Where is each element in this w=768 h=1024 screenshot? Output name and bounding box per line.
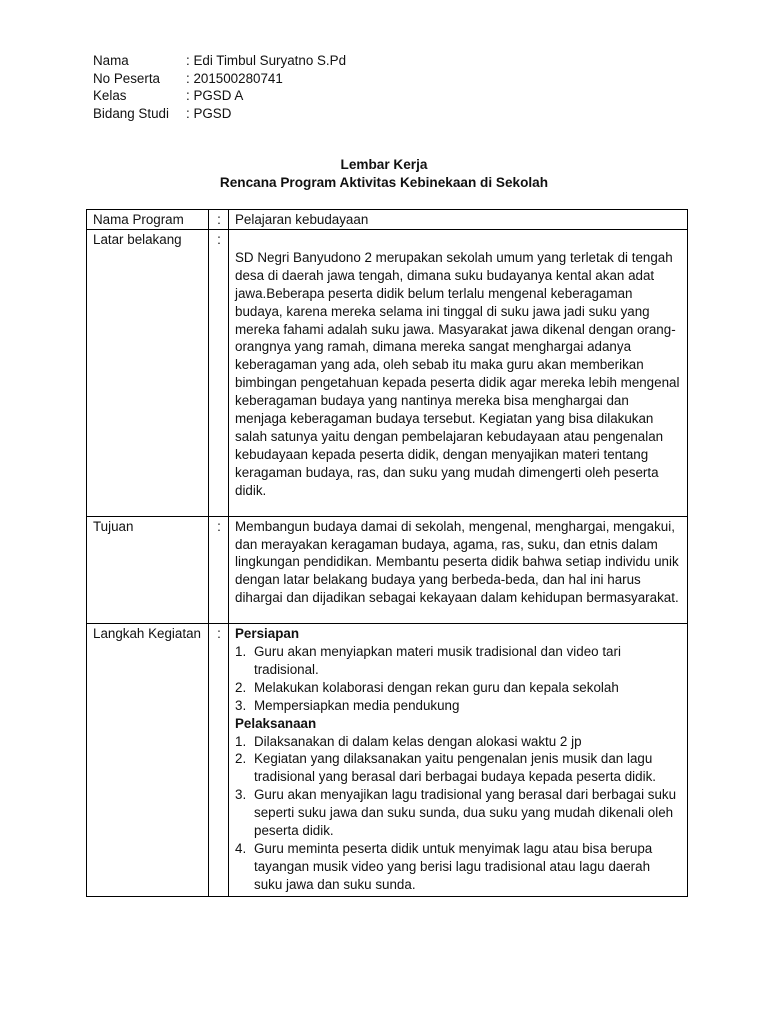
row-label: Langkah Kegiatan	[87, 624, 209, 897]
identity-label: Kelas	[93, 88, 127, 104]
persiapan-steps	[235, 643, 682, 715]
document-title	[0, 156, 768, 191]
list-item	[235, 786, 682, 840]
list-item	[235, 733, 682, 751]
row-colon: :	[209, 624, 229, 897]
step-text: Guru akan menyiapkan materi musik tradisional dan video tari tradisional.	[254, 644, 621, 677]
step-number: 1.	[235, 644, 247, 660]
identity-value: : 201500280741	[186, 70, 283, 86]
identity-row-nama	[93, 52, 346, 70]
identity-value: : PGSD	[186, 106, 232, 122]
pelaksanaan-steps	[235, 733, 682, 894]
row-value: Pelajaran kebudayaan	[229, 210, 688, 230]
identity-value: : Edi Timbul Suryatno S.Pd	[186, 53, 347, 68]
row-colon: :	[209, 229, 229, 516]
step-text: Melakukan kolaborasi dengan rekan guru dan kepala sekolah	[254, 679, 619, 695]
identity-block	[93, 52, 346, 123]
list-item	[235, 679, 682, 697]
identity-label: No Peserta	[93, 70, 160, 86]
row-colon: :	[209, 516, 229, 624]
step-number: 3.	[235, 787, 247, 803]
list-item	[235, 750, 682, 786]
identity-label: Bidang Studi	[93, 106, 169, 122]
list-item	[235, 840, 682, 894]
row-value-cell	[229, 229, 688, 516]
step-text: Mempersiapkan media pendukung	[254, 697, 460, 713]
step-number: 2.	[235, 751, 247, 767]
row-tujuan	[87, 516, 688, 624]
row-label: Latar belakang	[87, 229, 209, 516]
list-item	[235, 643, 682, 679]
list-item	[235, 697, 682, 715]
phase-heading-persiapan: Persiapan	[235, 626, 300, 642]
row-nama-program	[87, 210, 688, 230]
step-number: 1.	[235, 733, 247, 749]
identity-label: Nama	[93, 53, 129, 68]
row-label: Nama Program	[87, 210, 209, 230]
step-number: 2.	[235, 679, 247, 695]
step-number: 4.	[235, 841, 247, 856]
worksheet-table	[86, 209, 688, 897]
step-text: Dilaksanakan di dalam kelas dengan alokasi waktu 2 jp	[254, 733, 582, 749]
identity-row-kelas	[93, 87, 346, 105]
row-latar-belakang	[87, 229, 688, 516]
latar-belakang-paragraph: SD Negri Banyudono 2 merupakan sekolah umum yang terletak di tengah desa di daerah jawa tengah, dimana suku budayanya kental akan adat jawa.Beberapa peserta didik belum terlalu mengenal keberagaman budaya, karena mereka selama ini tinggal di suku jawa jadi suku yang mereka fahami adalah suku jawa. Masyarakat jawa dikenal dengan orang-orangnya yang ramah, dimana mereka sangat menghargai adanya keberagaman yang ada, oleh sebab itu maka guru akan memberikan bimbingan pengetahuan kepada peserta didik agar mereka lebih mengenal keberagaman budaya yang nantinya mereka bisa menghargai dan menjaga keberagaman budaya tersebut. Kegiatan yang bisa dilakukan salah satunya yaitu dengan pembelajaran kebudayaan atau pengenalan kebudayaan kepada peserta didik, dengan menyajikan materi tentang keragaman budaya, ras, dan suku yang mudah dimengerti oleh peserta didik.	[235, 249, 680, 498]
identity-row-bidang-studi	[93, 105, 346, 123]
row-colon: :	[209, 210, 229, 230]
tujuan-paragraph: Membangun budaya damai di sekolah, mengenal, menghargai, mengakui, dan merayakan keragaman budaya, agama, ras, suku, dan etnis dalam lingkungan pendidikan. Membantu peserta didik bahwa setiap individu unik dengan latar belakang budaya yang berbeda-beda, dan hal ini harus dihargai dan dijadikan sebagai kekayaan dalam kehidupan bermasyarakat.	[235, 518, 679, 606]
step-text: Guru akan menyajikan lagu tradisional yang berasal dari berbagai suku seperti suku jawa dan suku sunda, dua suku yang mudah dikenali oleh peserta didik.	[254, 787, 677, 839]
title-line-1: Lembar Kerja	[340, 157, 428, 172]
row-label: Tujuan	[87, 516, 209, 624]
row-langkah-kegiatan	[87, 624, 688, 897]
step-number: 3.	[235, 697, 247, 713]
row-value-cell	[229, 516, 688, 624]
step-text: Guru meminta peserta didik untuk menyimak lagu atau bisa berupa tayangan musik video yang berisi lagu tradisional atau lagu daerah suku jawa dan suku sunda.	[254, 841, 653, 892]
langkah-kegiatan-cell	[229, 624, 688, 897]
phase-heading-pelaksanaan: Pelaksanaan	[235, 715, 317, 731]
identity-value: : PGSD A	[186, 88, 244, 104]
identity-row-no-peserta	[93, 70, 346, 88]
title-line-2: Rencana Program Aktivitas Kebinekaan di Sekolah	[219, 174, 549, 190]
step-text: Kegiatan yang dilaksanakan yaitu pengenalan jenis musik dan lagu tradisional yang berasal dari berbagai budaya kepada peserta didik.	[254, 751, 656, 785]
